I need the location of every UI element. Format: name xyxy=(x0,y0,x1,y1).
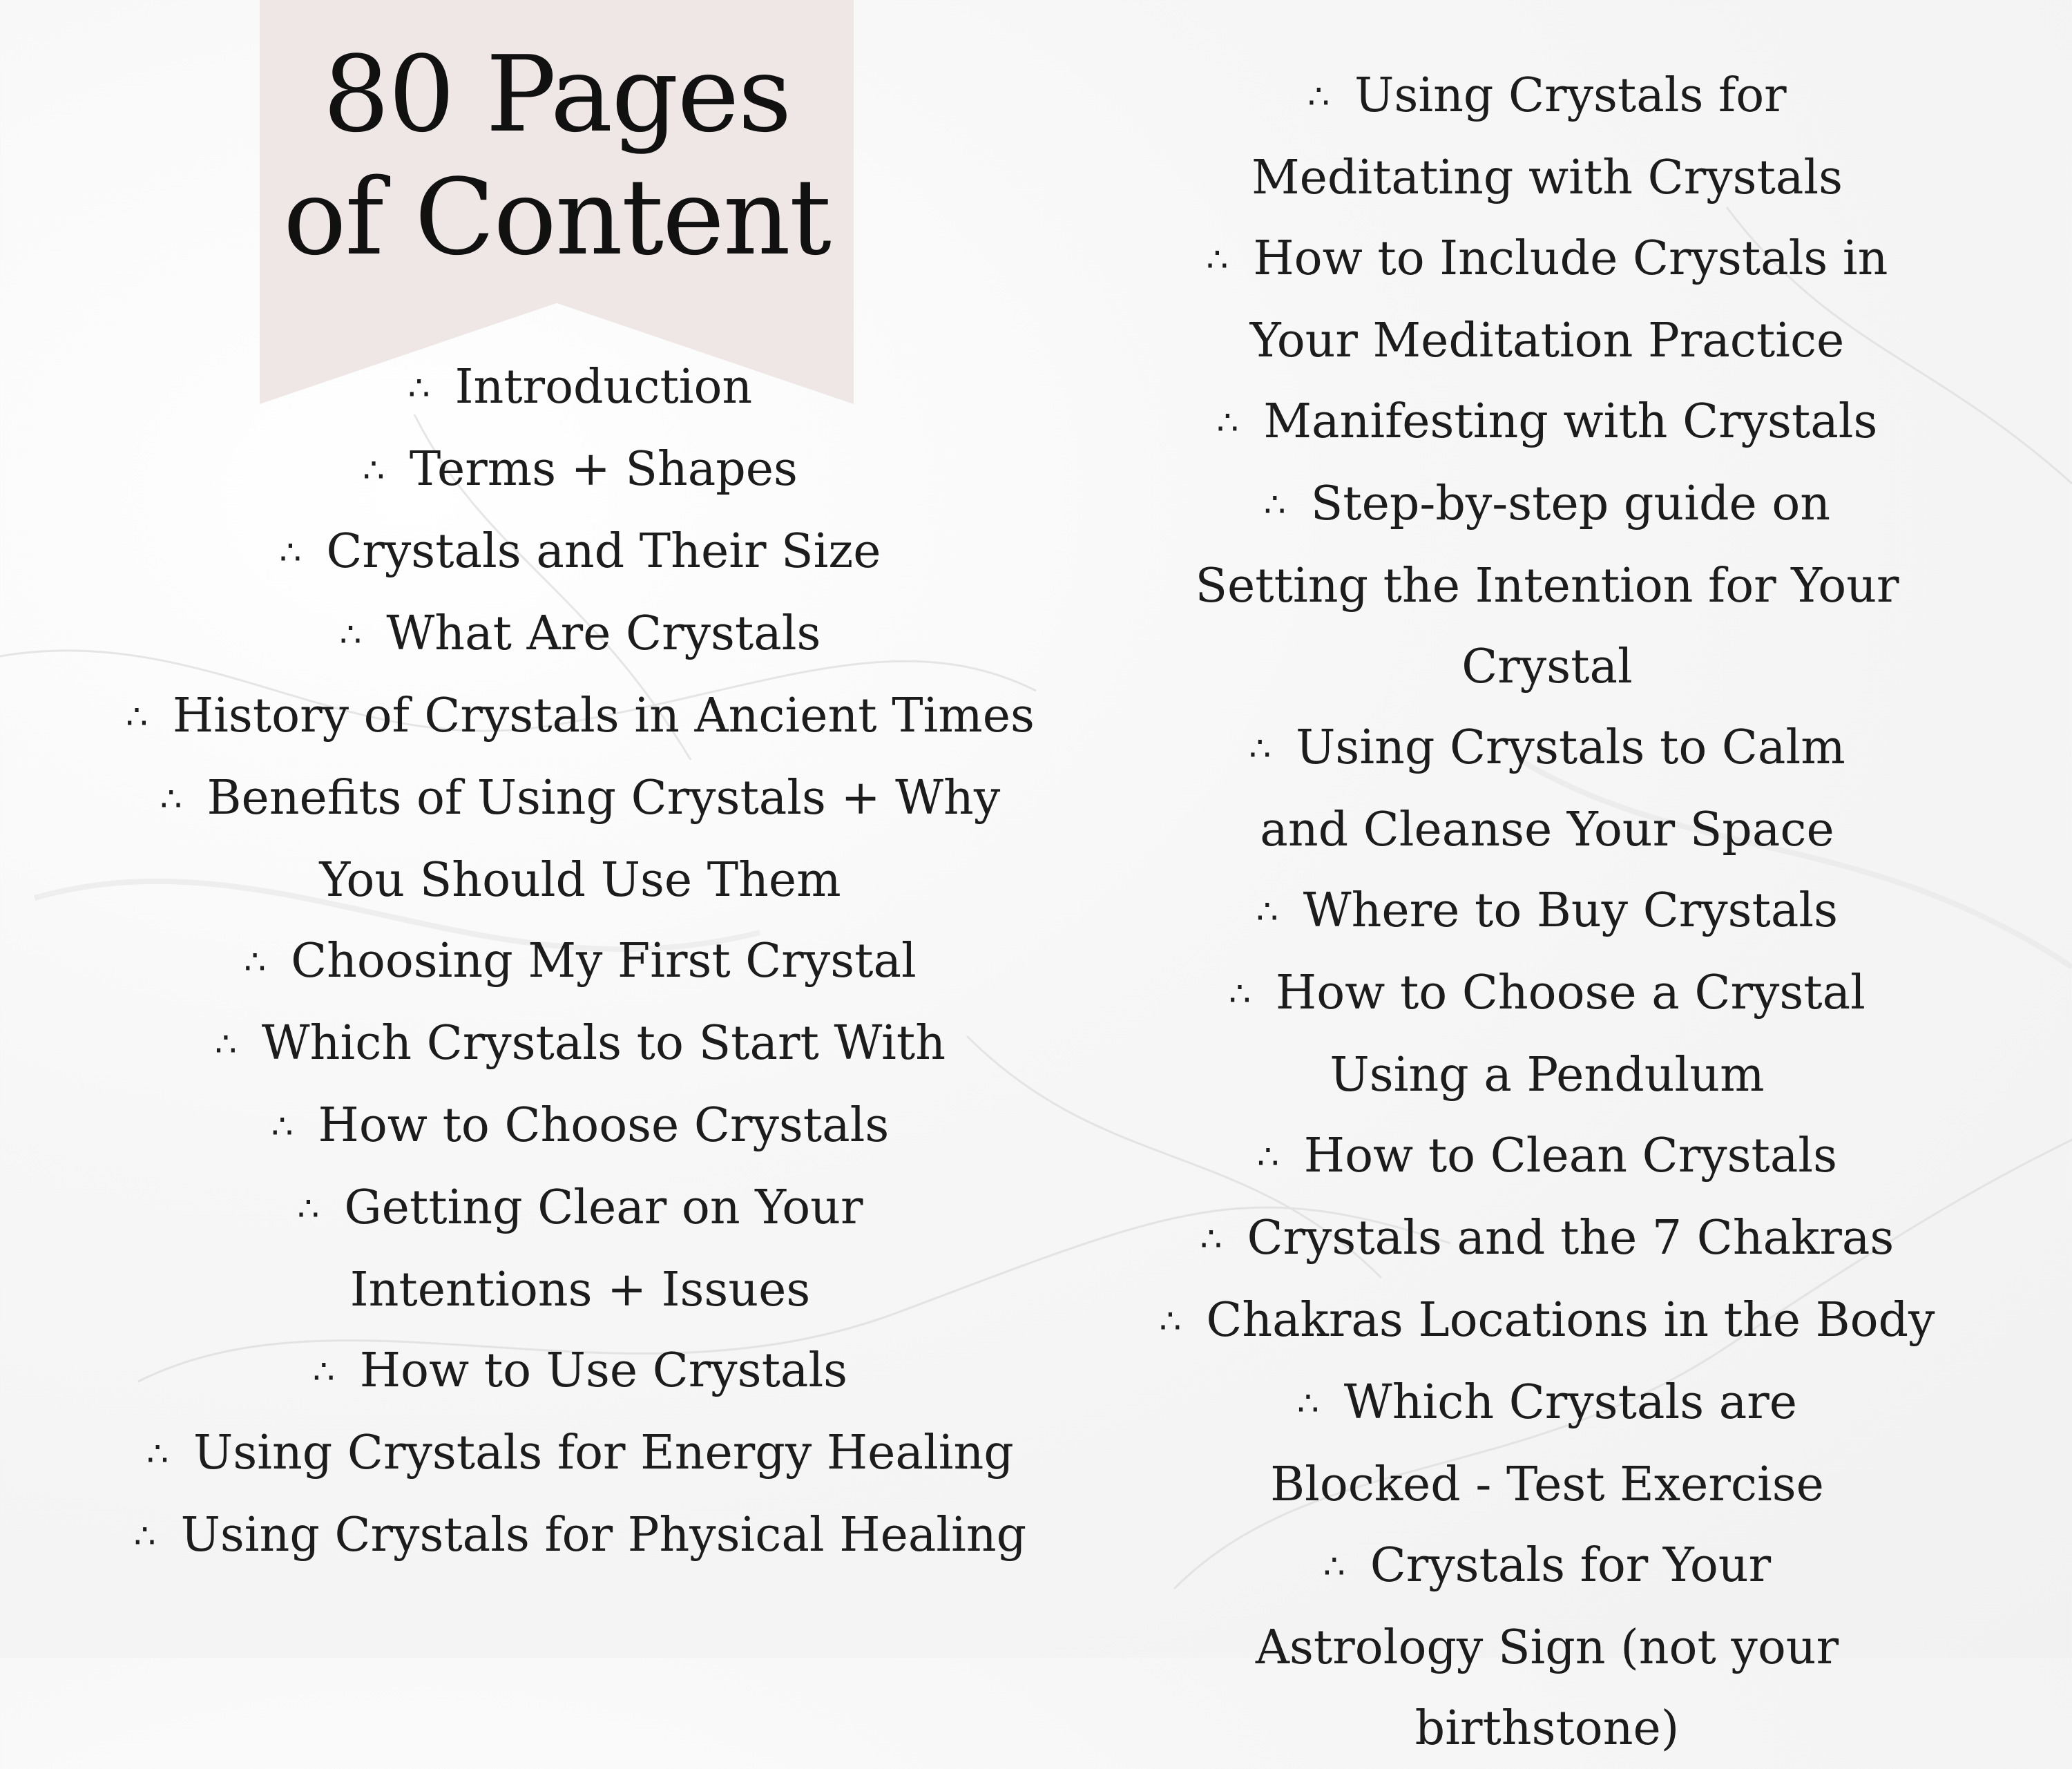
toc-item: ∴ Choosing My First Crystal xyxy=(244,934,917,988)
toc-item: ∴ What Are Crystals xyxy=(339,606,821,661)
toc-item: ∴ How to Clean Crystals xyxy=(1256,1129,1838,1183)
bullet-icon: ∴ xyxy=(1229,974,1251,1014)
toc-item: ∴ Introduction xyxy=(407,360,753,414)
toc-item: ∴ Benefits of Using Crystals + Why You Should Use Them xyxy=(160,771,1001,908)
bullet-icon: ∴ xyxy=(297,1189,320,1229)
bullet-icon: ∴ xyxy=(146,1434,169,1474)
bullet-icon: ∴ xyxy=(1323,1547,1345,1587)
toc-item: ∴ History of Crystals in Ancient Times xyxy=(126,689,1035,743)
toc-item: ∴ Where to Buy Crystals xyxy=(1256,883,1839,938)
bullet-icon: ∴ xyxy=(1256,892,1278,932)
bullet-icon: ∴ xyxy=(133,1516,156,1556)
toc-item: ∴ Using Crystals for Energy Healing xyxy=(146,1426,1014,1480)
toc-item: ∴ How to Include Crystals in Your Meditation Practice xyxy=(1206,231,1888,368)
bullet-icon: ∴ xyxy=(407,368,430,408)
title-line-2: of Content xyxy=(283,156,830,278)
page-title xyxy=(260,33,854,279)
toc-item: ∴ Terms + Shapes xyxy=(363,442,798,497)
bullet-icon: ∴ xyxy=(1263,485,1286,525)
toc-item: ∴ Manifesting with Crystals xyxy=(1216,394,1878,449)
toc-item: ∴ Chakras Locations in the Body xyxy=(1159,1293,1935,1348)
toc-item: ∴ Crystals and the 7 Chakras xyxy=(1200,1211,1894,1265)
bullet-icon: ∴ xyxy=(1249,729,1272,769)
bullet-icon: ∴ xyxy=(1159,1301,1182,1341)
toc-item: ∴ Crystals and Their Size xyxy=(279,524,881,579)
toc-item: ∴ Using Crystals for Physical Healing xyxy=(133,1508,1027,1562)
toc-item: ∴ How to Use Crystals xyxy=(312,1344,848,1398)
bullet-icon: ∴ xyxy=(271,1107,294,1147)
bullet-icon: ∴ xyxy=(363,450,385,490)
toc-item: ∴ Getting Clear on Your Intentions + Issues xyxy=(297,1180,863,1317)
bullet-icon: ∴ xyxy=(214,1024,237,1064)
toc-item: ∴ Using Crystals to Calm and Cleanse Your Space xyxy=(1249,720,1845,857)
bullet-icon: ∴ xyxy=(1296,1384,1319,1424)
bullet-icon: ∴ xyxy=(244,942,267,982)
toc-item: ∴ Which Crystals are Blocked - Test Exercise xyxy=(1270,1375,1824,1512)
toc-item: ∴ Crystals for Your Astrology Sign (not your birthstone) xyxy=(1255,1538,1839,1756)
bullet-icon: ∴ xyxy=(160,779,182,819)
bullet-icon: ∴ xyxy=(339,615,362,655)
bullet-icon: ∴ xyxy=(1206,240,1229,280)
bullet-icon: ∴ xyxy=(312,1352,335,1392)
bullet-icon: ∴ xyxy=(126,697,148,737)
toc-item: ∴ Step-by-step guide on Setting the Intention for Your Crystal xyxy=(1195,477,1899,694)
toc-item: ∴ How to Choose Crystals xyxy=(271,1098,890,1153)
toc-item: ∴ Which Crystals to Start With xyxy=(214,1016,946,1071)
bullet-icon: ∴ xyxy=(279,533,302,573)
bullet-icon: ∴ xyxy=(1256,1137,1279,1177)
bullet-icon: ∴ xyxy=(1307,77,1330,117)
bullet-icon: ∴ xyxy=(1200,1219,1222,1259)
toc-left-column xyxy=(55,347,1105,1577)
bullet-icon: ∴ xyxy=(1216,403,1239,443)
toc-item: ∴ Using Crystals for Meditating with Crystals xyxy=(1251,68,1843,205)
title-line-1: 80 Pages xyxy=(323,33,791,155)
toc-right-column xyxy=(1133,55,1961,1769)
toc-item: ∴ How to Choose a Crystal Using a Pendulum xyxy=(1229,966,1865,1102)
